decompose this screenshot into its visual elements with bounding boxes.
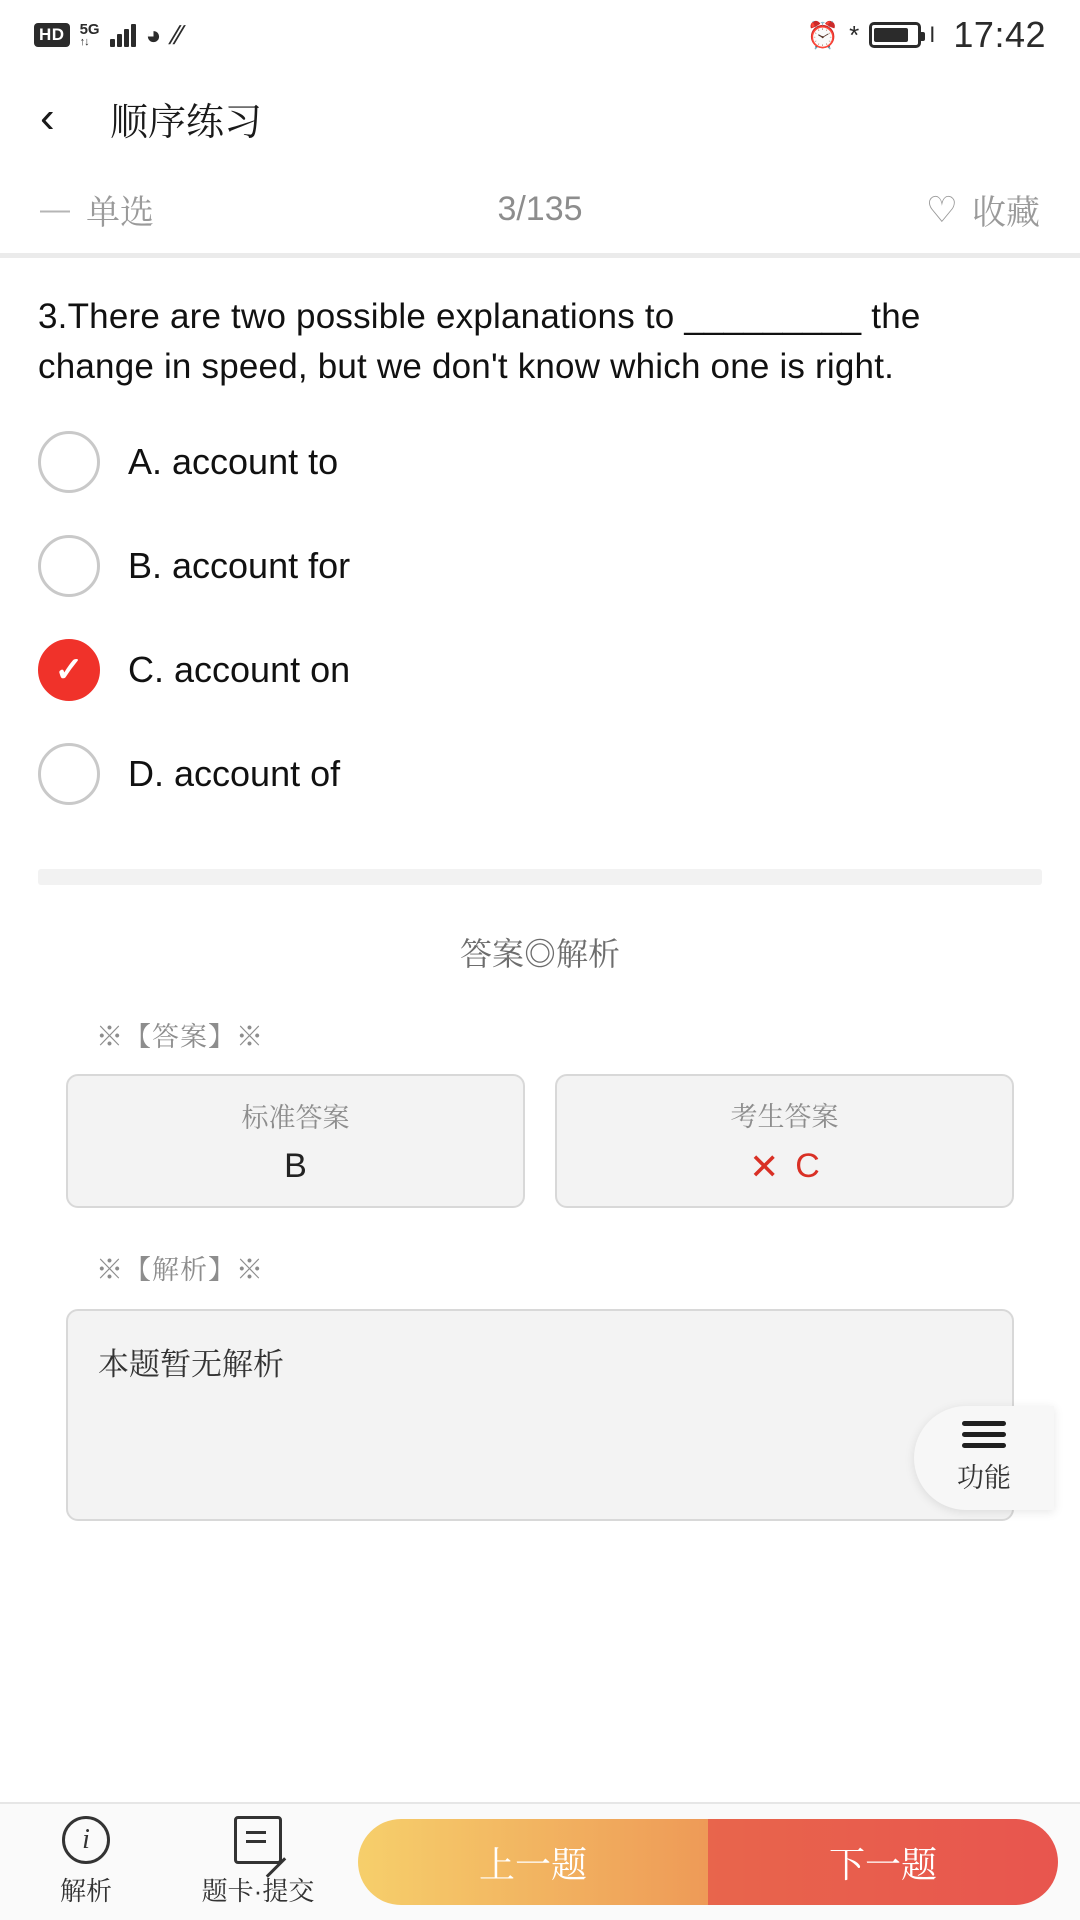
wrong-mark-icon: ✕ xyxy=(749,1145,780,1187)
back-icon[interactable]: ‹ xyxy=(40,93,55,142)
option-label: D. account of xyxy=(128,753,341,795)
status-bar-right xyxy=(807,14,1046,56)
question-meta-bar xyxy=(0,166,1080,258)
navigation-buttons xyxy=(358,1819,1058,1905)
battery-tick-icon: I xyxy=(929,22,936,47)
alarm-icon: ⏰ xyxy=(806,20,840,50)
page-title: 顺序练习 xyxy=(110,101,263,144)
dash-icon: — xyxy=(40,192,70,226)
section-divider xyxy=(38,869,1042,885)
answer-section-heading: 答案◎解析 xyxy=(459,936,620,973)
answer-label: ※【答案】※ xyxy=(96,1022,264,1053)
status-bar xyxy=(0,0,1080,70)
function-fab-label: 功能 xyxy=(957,1463,1011,1493)
battery-icon xyxy=(869,22,921,48)
wifi-icon: ◕ xyxy=(145,20,162,50)
radio-icon[interactable] xyxy=(38,535,100,597)
options-list xyxy=(38,419,1042,817)
bottom-toolbar xyxy=(0,1802,1080,1920)
favorite-label: 收藏 xyxy=(972,194,1040,232)
function-fab-button[interactable] xyxy=(914,1406,1054,1510)
standard-answer-caption: 标准答案 xyxy=(241,1103,350,1134)
question-area xyxy=(0,258,1080,817)
student-answer-card xyxy=(555,1074,1014,1208)
answer-section xyxy=(0,929,1080,1521)
analysis-label: ※【解析】※ xyxy=(96,1255,264,1286)
option-b[interactable] xyxy=(38,523,1042,609)
radio-icon[interactable] xyxy=(38,743,100,805)
question-type-label: 单选 xyxy=(86,194,154,232)
answer-card-icon xyxy=(234,1816,282,1864)
heart-icon: ♡ xyxy=(925,188,958,230)
question-type xyxy=(40,185,340,234)
question-counter: 3/135 xyxy=(497,190,583,228)
option-label: B. account for xyxy=(128,545,351,587)
status-bar-left xyxy=(34,19,185,51)
student-answer-caption: 考生答案 xyxy=(730,1101,839,1132)
status-bar-clock: 17:42 xyxy=(953,14,1046,55)
standard-answer-card xyxy=(66,1074,525,1208)
option-a[interactable] xyxy=(38,419,1042,505)
standard-answer-value: B xyxy=(284,1147,307,1186)
network-type-label: 5G xyxy=(79,21,100,38)
next-question-button[interactable]: 下一题 xyxy=(708,1819,1058,1905)
option-label: C. account on xyxy=(128,649,351,691)
question-text: 3.There are two possible explanations to _________ the change in speed, but we don't know which one is right. xyxy=(38,297,921,386)
signal-bars-icon xyxy=(110,23,136,47)
favorite-button[interactable] xyxy=(740,185,1040,234)
prev-question-button[interactable]: 上一题 xyxy=(358,1819,708,1905)
option-c[interactable] xyxy=(38,627,1042,713)
hd-icon: HD xyxy=(34,23,70,47)
student-answer-value: C xyxy=(795,1147,820,1186)
analysis-box xyxy=(66,1309,1014,1521)
answer-cards xyxy=(0,1074,1080,1208)
radio-icon[interactable] xyxy=(38,431,100,493)
bluetooth-icon: * xyxy=(849,20,860,50)
menu-icon xyxy=(962,1421,1006,1448)
radio-checked-icon[interactable]: ✓ xyxy=(38,639,100,701)
data-transfer-icon: // xyxy=(166,19,185,50)
analysis-button[interactable] xyxy=(0,1816,172,1908)
analysis-text: 本题暂无解析 xyxy=(98,1347,284,1383)
analysis-button-label: 解析 xyxy=(59,1876,112,1906)
info-icon: i xyxy=(62,1816,110,1864)
option-d[interactable] xyxy=(38,731,1042,817)
data-arrows-icon: ↑↓ xyxy=(79,36,89,48)
answer-card-button-label: 题卡·提交 xyxy=(201,1876,315,1906)
title-bar xyxy=(0,70,1080,166)
student-answer-value-wrap xyxy=(749,1146,820,1188)
answer-card-button[interactable] xyxy=(172,1816,344,1908)
signal-5g-icon xyxy=(80,22,100,48)
option-label: A. account to xyxy=(128,441,339,483)
